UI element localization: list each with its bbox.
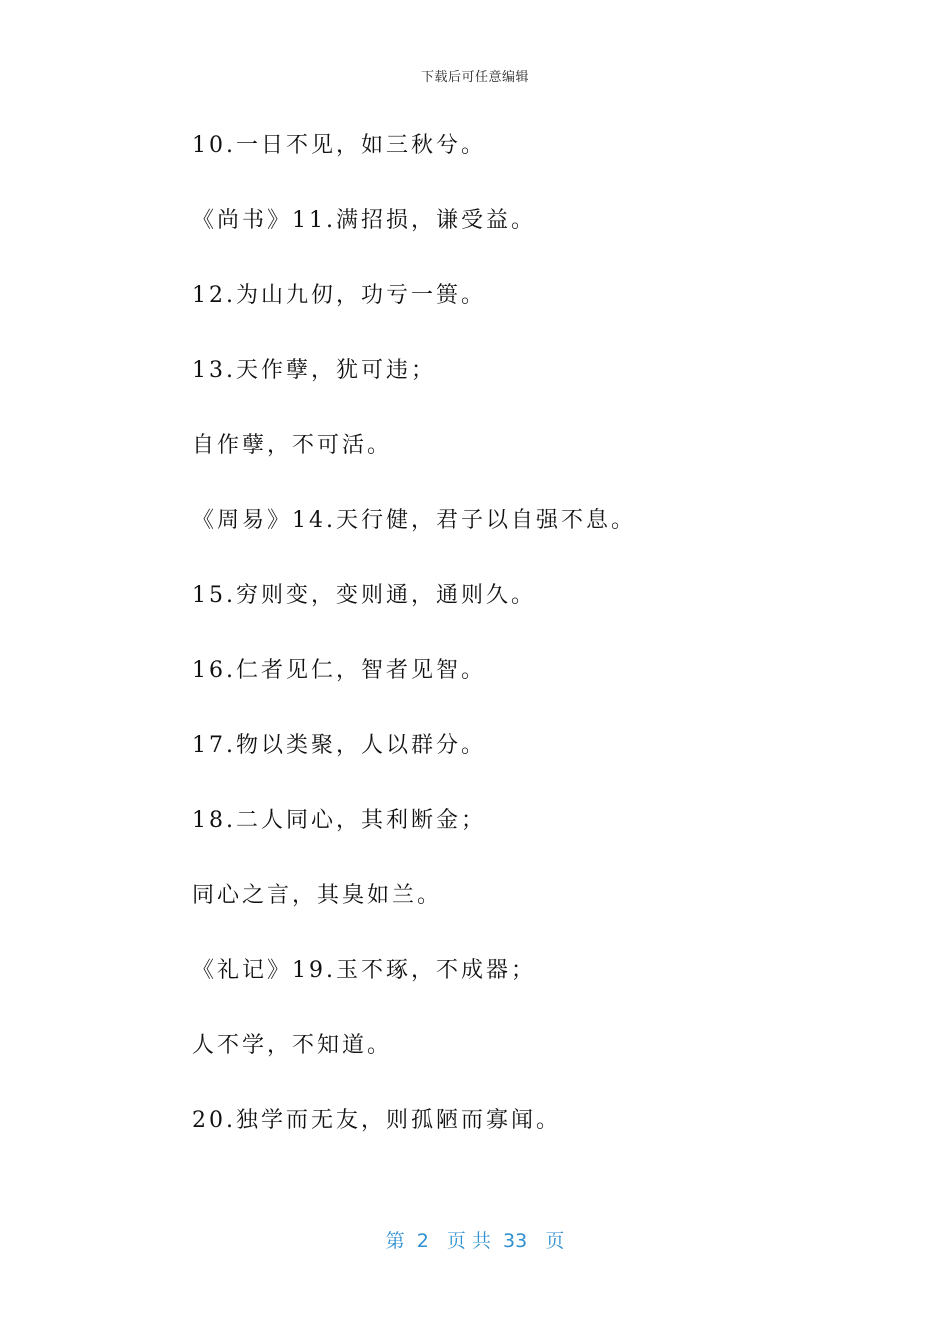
document-body — [192, 129, 792, 1179]
page-number-footer: 第 2 页 共 33 页 — [385, 1230, 565, 1252]
text-line: 10.一日不见，如三秋兮。 — [192, 133, 486, 158]
text-line: 《礼记》19.玉不琢，不成器； — [192, 958, 536, 983]
page-header: 下载后可任意编辑 — [420, 70, 529, 85]
text-line: 20.独学而无友，则孤陋而寡闻。 — [192, 1108, 561, 1133]
text-line: 自作孽，不可活。 — [192, 433, 393, 458]
text-line: 《周易》14.天行健，君子以自强不息。 — [192, 508, 636, 533]
text-line: 17.物以类聚，人以群分。 — [192, 733, 486, 758]
text-line: 12.为山九仞，功亏一篑。 — [192, 283, 486, 308]
text-line: 人不学，不知道。 — [192, 1033, 393, 1058]
text-line: 13.天作孽，犹可违； — [192, 358, 436, 383]
text-line: 18.二人同心，其利断金； — [192, 808, 486, 833]
text-line: 16.仁者见仁，智者见智。 — [192, 658, 486, 683]
text-line: 《尚书》11.满招损，谦受益。 — [192, 208, 536, 233]
text-line: 15.穷则变，变则通，通则久。 — [192, 583, 536, 608]
text-line: 同心之言，其臭如兰。 — [192, 883, 443, 908]
